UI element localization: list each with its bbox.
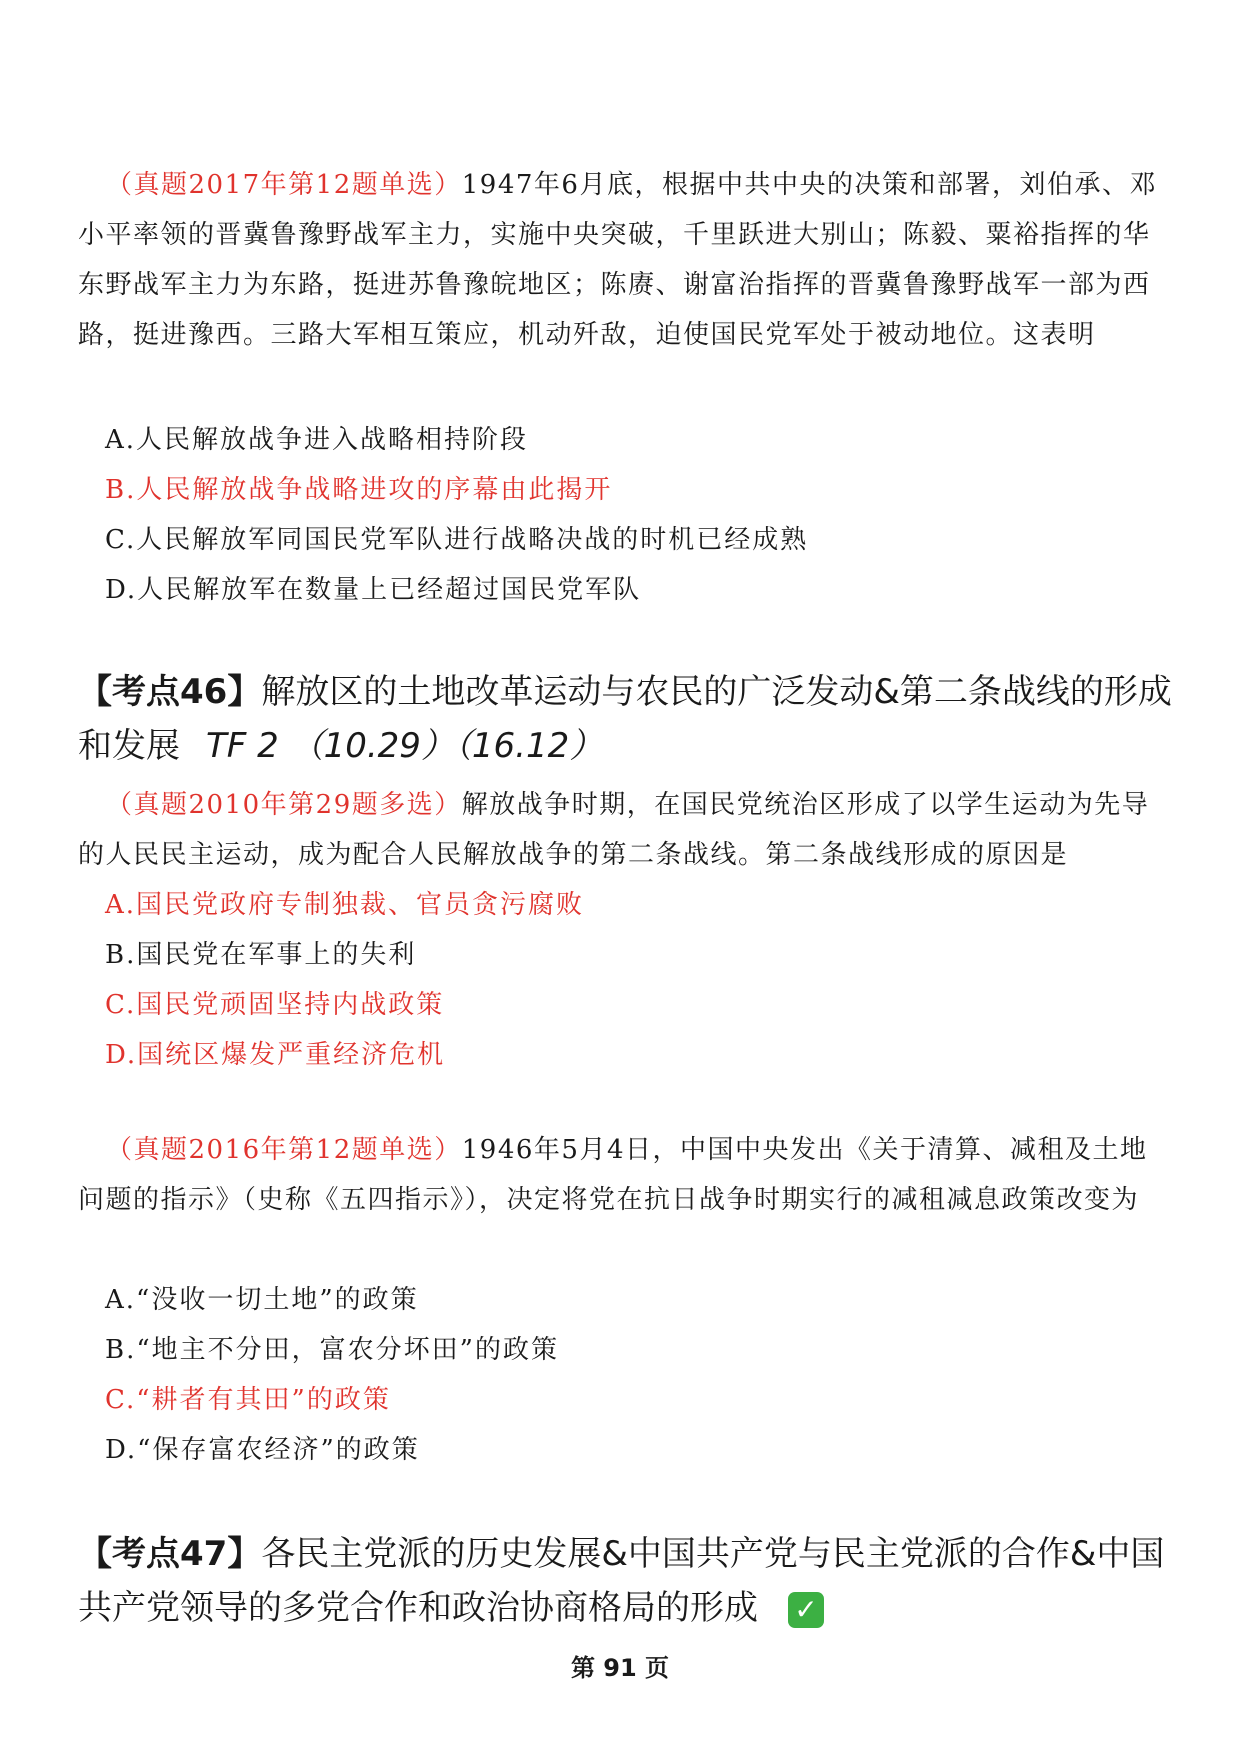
- question-source: （真题2010年第29题多选）: [106, 790, 462, 820]
- topic-frequency: TF 2 （10.29）（16.12）: [206, 726, 604, 766]
- option-b: B.人民解放战争战略进攻的序幕由此揭开: [105, 475, 613, 505]
- check-mark-icon: ✓: [788, 1592, 824, 1628]
- question-text: 1946年5月4日，中国中央发出《关于清算、减租及土地问题的指示》（史称《五四指示》），决定将党在抗日战争时期实行的减租减息政策改变为: [78, 1135, 1148, 1215]
- option-c: C.“耕者有其田”的政策: [105, 1385, 391, 1415]
- topic-tag: 【考点47】: [78, 1534, 262, 1574]
- option-d: D.“保存富农经济”的政策: [105, 1435, 420, 1465]
- option-c: C.人民解放军同国民党军队进行战略决战的时机已经成熟: [105, 525, 809, 555]
- option-d: D.国统区爆发严重经济危机: [105, 1040, 446, 1070]
- question-text: 1947年6月底，根据中共中央的决策和部署，刘伯承、邓小平率领的晋冀鲁豫野战军主力，实施中央突破，千里跃进大别山；陈毅、粟裕指挥的华东野战军主力为东路，挺进苏鲁豫皖地区；陈赓、谢富治指挥的晋冀鲁豫野战军一部为西路，挺进豫西。三路大军相互策应，机动歼敌，迫使国民党军处于被动地位。这表明: [78, 170, 1157, 350]
- question-text: 解放战争时期，在国民党统治区形成了以学生运动为先导的人民民主运动，成为配合人民解放战争的第二条战线。第二条战线形成的原因是: [78, 790, 1150, 870]
- question-source: （真题2016年第12题单选）: [106, 1135, 462, 1165]
- topic-title: 解放区的土地改革运动与农民的广泛发动&第二条战线的形成和发展: [78, 672, 1172, 766]
- option-a: A.人民解放战争进入战略相持阶段: [105, 425, 529, 455]
- topic-tag: 【考点46】: [78, 672, 262, 712]
- option-a: A.国民党政府专制独裁、官员贪污腐败: [105, 890, 585, 920]
- question-stem: [78, 1125, 1168, 1225]
- topic-title: 各民主党派的历史发展&中国共产党与民主党派的合作&中国共产党领导的多党合作和政治协商格局的形成: [78, 1534, 1165, 1628]
- option-d: D.人民解放军在数量上已经超过国民党军队: [105, 575, 642, 605]
- question-source: （真题2017年第12题单选）: [106, 170, 462, 200]
- option-c: C.国民党顽固坚持内战政策: [105, 990, 445, 1020]
- option-b: B.“地主不分田，富农分坏田”的政策: [105, 1335, 559, 1365]
- option-a: A.“没收一切土地”的政策: [105, 1285, 419, 1315]
- question-stem: [78, 780, 1168, 880]
- page-number: 第 91 页: [570, 1654, 670, 1682]
- topic-heading: [78, 1527, 1178, 1635]
- option-b: B.国民党在军事上的失利: [105, 940, 417, 970]
- question-stem: [78, 160, 1168, 360]
- topic-heading: [78, 665, 1178, 773]
